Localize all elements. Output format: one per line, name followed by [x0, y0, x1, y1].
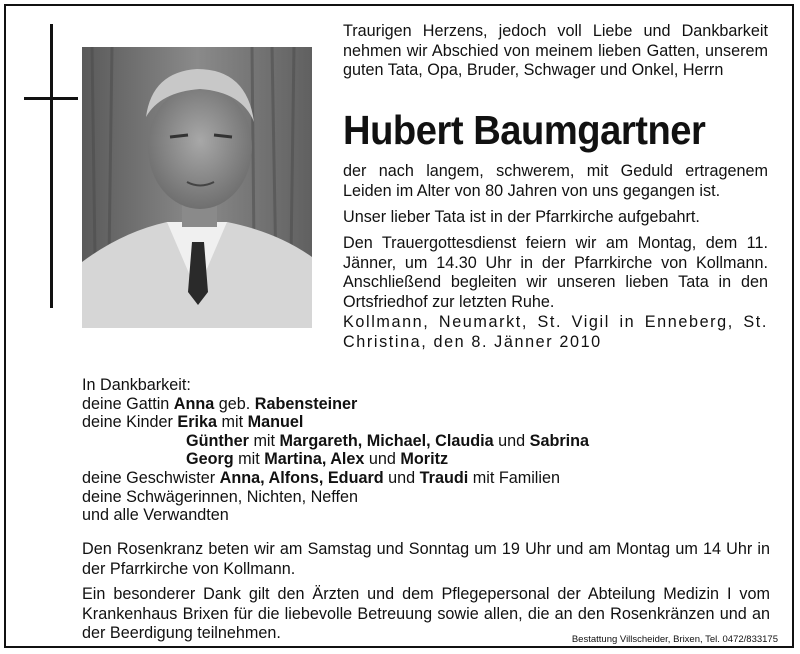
- mourners-list: [82, 376, 642, 525]
- undertaker-credit: Bestattung Villscheider, Brixen, Tel. 0472/833175: [571, 634, 778, 645]
- thanks-heading: In Dankbarkeit:: [82, 376, 191, 394]
- portrait-photo: [82, 47, 312, 328]
- children-line-3: Georg mit Martina, Alex und Moritz: [186, 450, 449, 469]
- children-line-2: Günther mit Margareth, Michael, Claudia und Sabrina: [186, 431, 590, 450]
- after-name-text: der nach langem, schwerem, mit Geduld ertragenem Leiden im Alter von 80 Jahren von uns gegangen ist.: [343, 162, 768, 200]
- children-line-1: deine Kinder Erika mit Manuel: [82, 413, 304, 432]
- special-thanks-text: Ein besonderer Dank gilt den Ärzten und dem Pflegepersonal der Abteilung Medizin I vom Krankenhaus Brixen für die liebevolle Betreuung sowie allen, die an den Rosenkränzen und an der Beerdigung teilnehmen.: [82, 585, 770, 642]
- service-text: Den Trauergottesdienst feiern wir am Montag, dem 11. Jänner, um 14.30 Uhr in der Pfarrkirche von Kollmann. Anschließend begleiten wir unseren lieben Tata in den Ortsfriedhof zur letzten Ruhe.: [343, 234, 768, 311]
- rosary-text: Den Rosenkranz beten wir am Samstag und Sonntag um 19 Uhr und am Montag um 14 Uhr in der Pfarrkirche von Kollmann.: [82, 540, 770, 578]
- laid-out-text: Unser lieber Tata ist in der Pfarrkirche aufgebahrt.: [343, 208, 700, 226]
- relatives-line: und alle Verwandten: [82, 506, 229, 525]
- siblings-line: deine Geschwister Anna, Alfons, Eduard und Traudi mit Familien: [82, 468, 560, 487]
- inlaws-line: deine Schwägerinnen, Nichten, Neffen: [82, 487, 358, 506]
- place-date: Kollmann, Neumarkt, St. Vigil in Enneberg, St. Christina, den 8. Jänner 2010: [343, 313, 768, 351]
- wife-line: deine Gattin Anna geb. Rabensteiner: [82, 394, 358, 413]
- deceased-name: Hubert Baumgartner: [343, 107, 706, 153]
- intro-text: Traurigen Herzens, jedoch voll Liebe und Dankbarkeit nehmen wir Abschied von meinem lieben Gatten, unserem guten Tata, Opa, Bruder, Schwager und Onkel, Herrn: [343, 22, 768, 79]
